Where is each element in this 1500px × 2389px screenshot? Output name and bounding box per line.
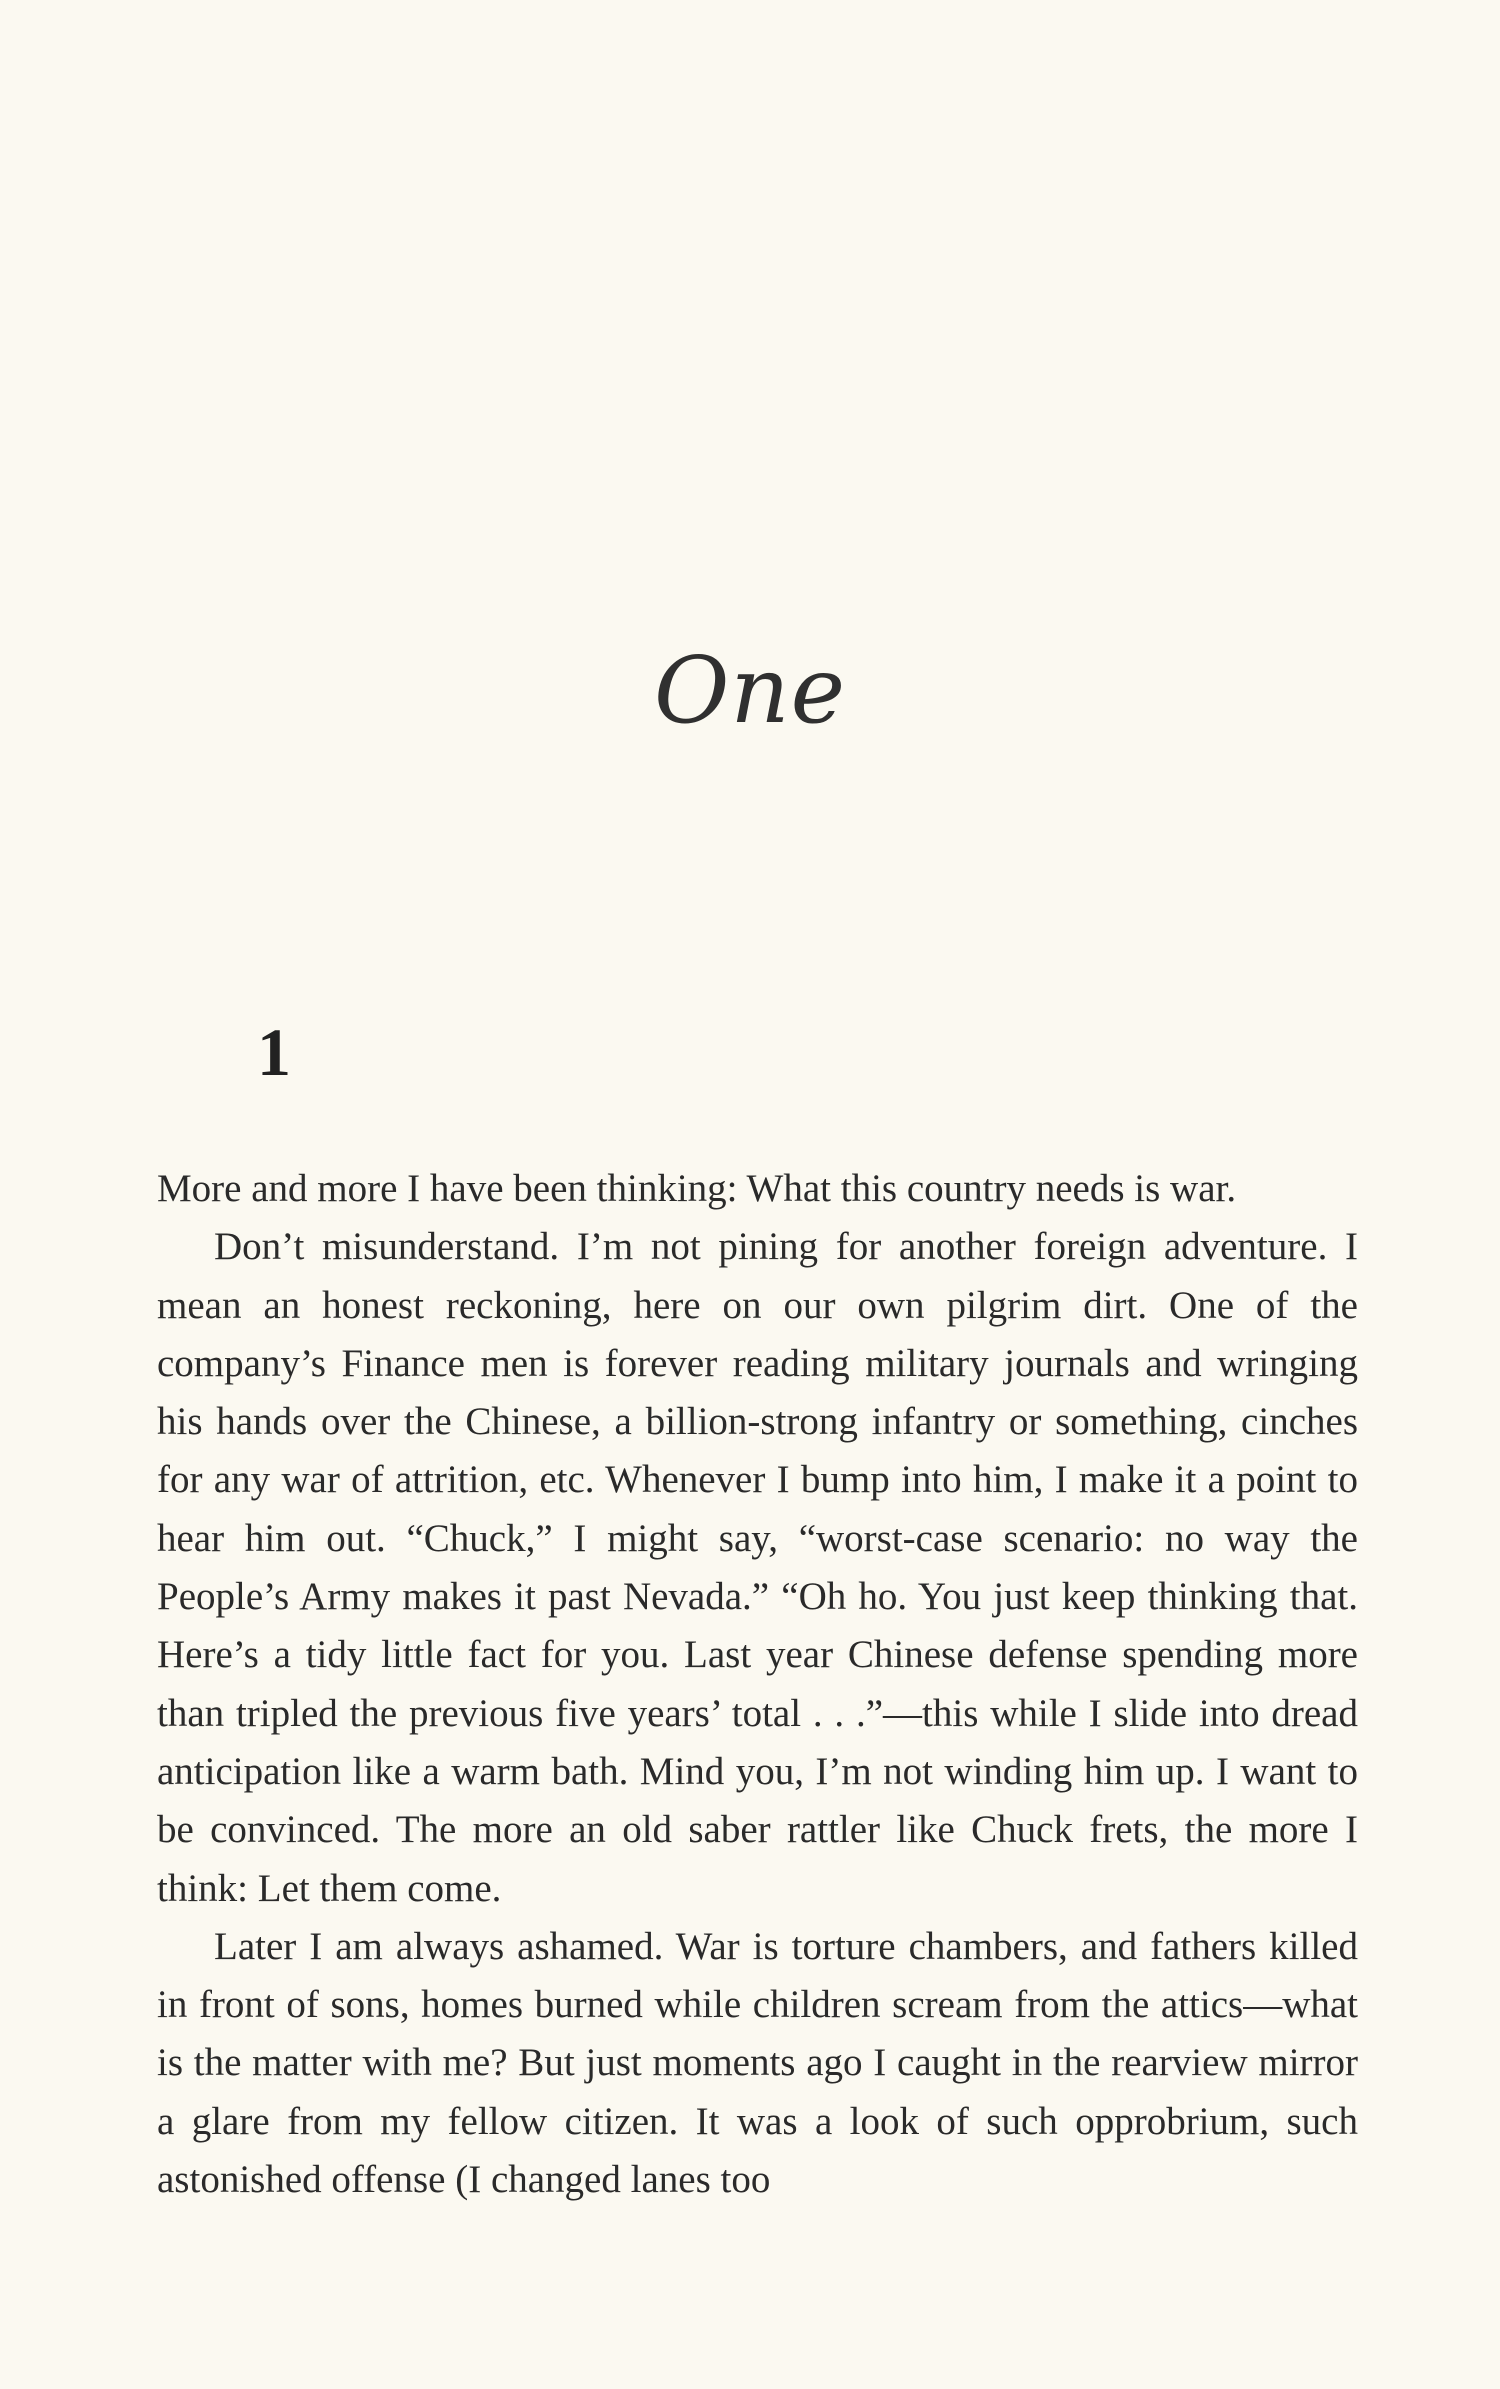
- section-number: 1: [257, 1014, 291, 1090]
- paragraph-1: More and more I have been thinking: What this country needs is war.: [157, 1167, 1237, 1210]
- body-text: [157, 1160, 1358, 2209]
- paragraph-3: Later I am always ashamed. War is torture chambers, and fathers killed in front of sons, homes burned while children scream from the attics—what is the matter with me? But just moments ago I caught in the rearview mirror a glare from my fellow citizen. It was a look of such opprobrium, such astonished offense (I changed lanes too: [157, 1924, 1358, 2202]
- paragraph-2: Don’t misunderstand. I’m not pining for another foreign adventure. I mean an honest reckoning, here on our own pilgrim dirt. One of the company’s Finance men is forever reading military journals and wringing his hands over the Chinese, a billion-strong infantry or something, cinches for any war of attrition, etc. Whenever I bump into him, I make it a point to hear him out. “Chuck,” I might say, “worst-case scenario: no way the People’s Army makes it past Nevada.” “Oh ho. You just keep thinking that. Here’s a tidy little fact for you. Last year Chinese defense spending more than tripled the previous five years’ total . . .”—this while I slide into dread anticipation like a warm bath. Mind you, I’m not winding him up. I want to be convinced. The more an old saber rattler like Chuck frets, the more I think: Let them come.: [157, 1225, 1358, 1910]
- chapter-title: One: [653, 637, 847, 744]
